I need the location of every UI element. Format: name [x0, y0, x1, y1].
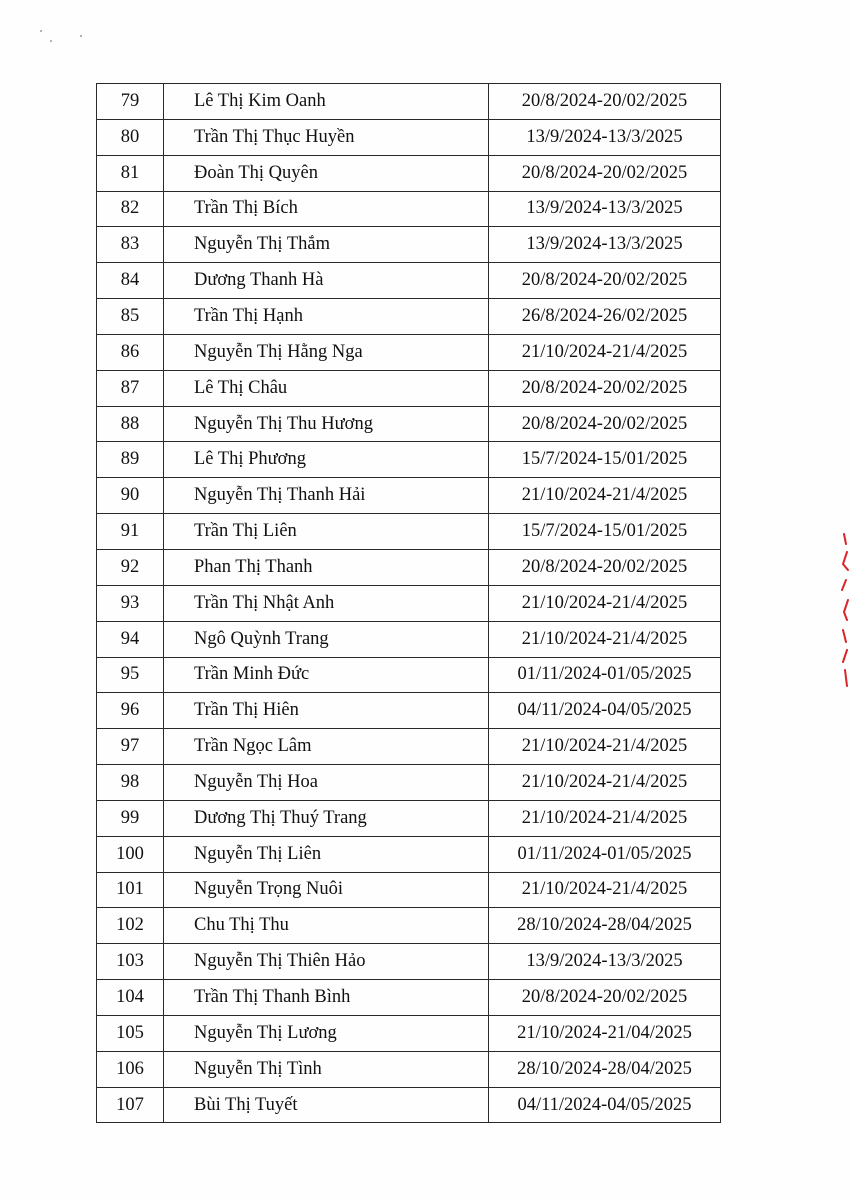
table-row	[97, 84, 721, 120]
row-number: 79	[97, 84, 164, 120]
row-name: Ngô Quỳnh Trang	[164, 621, 489, 657]
row-number: 83	[97, 227, 164, 263]
row-period: 21/10/2024-21/4/2025	[489, 585, 721, 621]
row-number: 97	[97, 729, 164, 765]
row-number: 93	[97, 585, 164, 621]
row-period: 28/10/2024-28/04/2025	[489, 908, 721, 944]
roster-table	[96, 83, 721, 1123]
row-name: Nguyễn Thị Lương	[164, 1015, 489, 1051]
row-number: 81	[97, 155, 164, 191]
table-row	[97, 800, 721, 836]
row-period: 20/8/2024-20/02/2025	[489, 84, 721, 120]
scan-speck	[50, 40, 52, 42]
row-number: 95	[97, 657, 164, 693]
row-period: 28/10/2024-28/04/2025	[489, 1051, 721, 1087]
row-name: Nguyễn Thị Thanh Hải	[164, 478, 489, 514]
row-period: 13/9/2024-13/3/2025	[489, 227, 721, 263]
row-number: 86	[97, 334, 164, 370]
row-number: 101	[97, 872, 164, 908]
row-number: 88	[97, 406, 164, 442]
row-name: Nguyễn Thị Tình	[164, 1051, 489, 1087]
row-name: Nguyễn Thị Thu Hương	[164, 406, 489, 442]
scan-speck	[40, 30, 42, 32]
row-name: Trần Minh Đức	[164, 657, 489, 693]
table-row	[97, 119, 721, 155]
table-row	[97, 944, 721, 980]
row-name: Trần Thị Nhật Anh	[164, 585, 489, 621]
row-period: 13/9/2024-13/3/2025	[489, 944, 721, 980]
row-period: 01/11/2024-01/05/2025	[489, 657, 721, 693]
table-row	[97, 693, 721, 729]
row-name: Trần Thị Hạnh	[164, 299, 489, 335]
table-row	[97, 514, 721, 550]
row-period: 04/11/2024-04/05/2025	[489, 693, 721, 729]
table-row	[97, 442, 721, 478]
row-name: Nguyễn Thị Hằng Nga	[164, 334, 489, 370]
table-row	[97, 1015, 721, 1051]
row-period: 20/8/2024-20/02/2025	[489, 370, 721, 406]
row-period: 21/10/2024-21/04/2025	[489, 1015, 721, 1051]
row-period: 21/10/2024-21/4/2025	[489, 621, 721, 657]
table-row	[97, 621, 721, 657]
row-name: Trần Thị Thục Huyền	[164, 119, 489, 155]
row-number: 84	[97, 263, 164, 299]
row-number: 91	[97, 514, 164, 550]
row-number: 107	[97, 1087, 164, 1123]
table-row	[97, 549, 721, 585]
row-number: 106	[97, 1051, 164, 1087]
row-number: 99	[97, 800, 164, 836]
row-name: Lê Thị Châu	[164, 370, 489, 406]
row-name: Dương Thị Thuý Trang	[164, 800, 489, 836]
row-period: 04/11/2024-04/05/2025	[489, 1087, 721, 1123]
table-row	[97, 370, 721, 406]
row-number: 85	[97, 299, 164, 335]
table-row	[97, 872, 721, 908]
scan-speck	[80, 35, 82, 37]
row-number: 87	[97, 370, 164, 406]
row-number: 94	[97, 621, 164, 657]
row-period: 21/10/2024-21/4/2025	[489, 872, 721, 908]
table-row	[97, 1087, 721, 1123]
row-period: 26/8/2024-26/02/2025	[489, 299, 721, 335]
table-row	[97, 585, 721, 621]
row-number: 105	[97, 1015, 164, 1051]
row-number: 89	[97, 442, 164, 478]
row-name: Trần Thị Thanh Bình	[164, 980, 489, 1016]
row-name: Nguyễn Thị Hoa	[164, 765, 489, 801]
row-period: 21/10/2024-21/4/2025	[489, 729, 721, 765]
row-number: 90	[97, 478, 164, 514]
table-row	[97, 406, 721, 442]
row-name: Trần Ngọc Lâm	[164, 729, 489, 765]
row-number: 82	[97, 191, 164, 227]
row-period: 21/10/2024-21/4/2025	[489, 478, 721, 514]
row-name: Nguyễn Trọng Nuôi	[164, 872, 489, 908]
row-period: 01/11/2024-01/05/2025	[489, 836, 721, 872]
stamp-fragment	[838, 530, 850, 690]
row-name: Chu Thị Thu	[164, 908, 489, 944]
table-row	[97, 657, 721, 693]
table-row	[97, 836, 721, 872]
table-row	[97, 908, 721, 944]
row-period: 21/10/2024-21/4/2025	[489, 334, 721, 370]
table-row	[97, 299, 721, 335]
row-number: 80	[97, 119, 164, 155]
table-row	[97, 1051, 721, 1087]
row-period: 13/9/2024-13/3/2025	[489, 191, 721, 227]
row-name: Dương Thanh Hà	[164, 263, 489, 299]
roster-table-body	[97, 84, 721, 1123]
row-name: Nguyễn Thị Thắm	[164, 227, 489, 263]
row-name: Nguyễn Thị Liên	[164, 836, 489, 872]
row-name: Lê Thị Phương	[164, 442, 489, 478]
row-number: 98	[97, 765, 164, 801]
row-period: 20/8/2024-20/02/2025	[489, 263, 721, 299]
table-row	[97, 191, 721, 227]
row-period: 20/8/2024-20/02/2025	[489, 980, 721, 1016]
row-name: Trần Thị Liên	[164, 514, 489, 550]
row-period: 21/10/2024-21/4/2025	[489, 800, 721, 836]
row-number: 104	[97, 980, 164, 1016]
row-period: 13/9/2024-13/3/2025	[489, 119, 721, 155]
row-name: Bùi Thị Tuyết	[164, 1087, 489, 1123]
row-period: 20/8/2024-20/02/2025	[489, 549, 721, 585]
row-number: 92	[97, 549, 164, 585]
row-name: Đoàn Thị Quyên	[164, 155, 489, 191]
table-row	[97, 334, 721, 370]
row-number: 103	[97, 944, 164, 980]
row-name: Trần Thị Bích	[164, 191, 489, 227]
row-name: Phan Thị Thanh	[164, 549, 489, 585]
table-row	[97, 729, 721, 765]
table-row	[97, 263, 721, 299]
row-name: Nguyễn Thị Thiên Hảo	[164, 944, 489, 980]
row-name: Lê Thị Kim Oanh	[164, 84, 489, 120]
row-period: 20/8/2024-20/02/2025	[489, 406, 721, 442]
row-period: 15/7/2024-15/01/2025	[489, 514, 721, 550]
row-period: 15/7/2024-15/01/2025	[489, 442, 721, 478]
row-period: 20/8/2024-20/02/2025	[489, 155, 721, 191]
row-number: 102	[97, 908, 164, 944]
row-name: Trần Thị Hiên	[164, 693, 489, 729]
row-number: 100	[97, 836, 164, 872]
table-row	[97, 227, 721, 263]
table-row	[97, 765, 721, 801]
table-row	[97, 155, 721, 191]
row-number: 96	[97, 693, 164, 729]
row-period: 21/10/2024-21/4/2025	[489, 765, 721, 801]
table-row	[97, 478, 721, 514]
table-row	[97, 980, 721, 1016]
